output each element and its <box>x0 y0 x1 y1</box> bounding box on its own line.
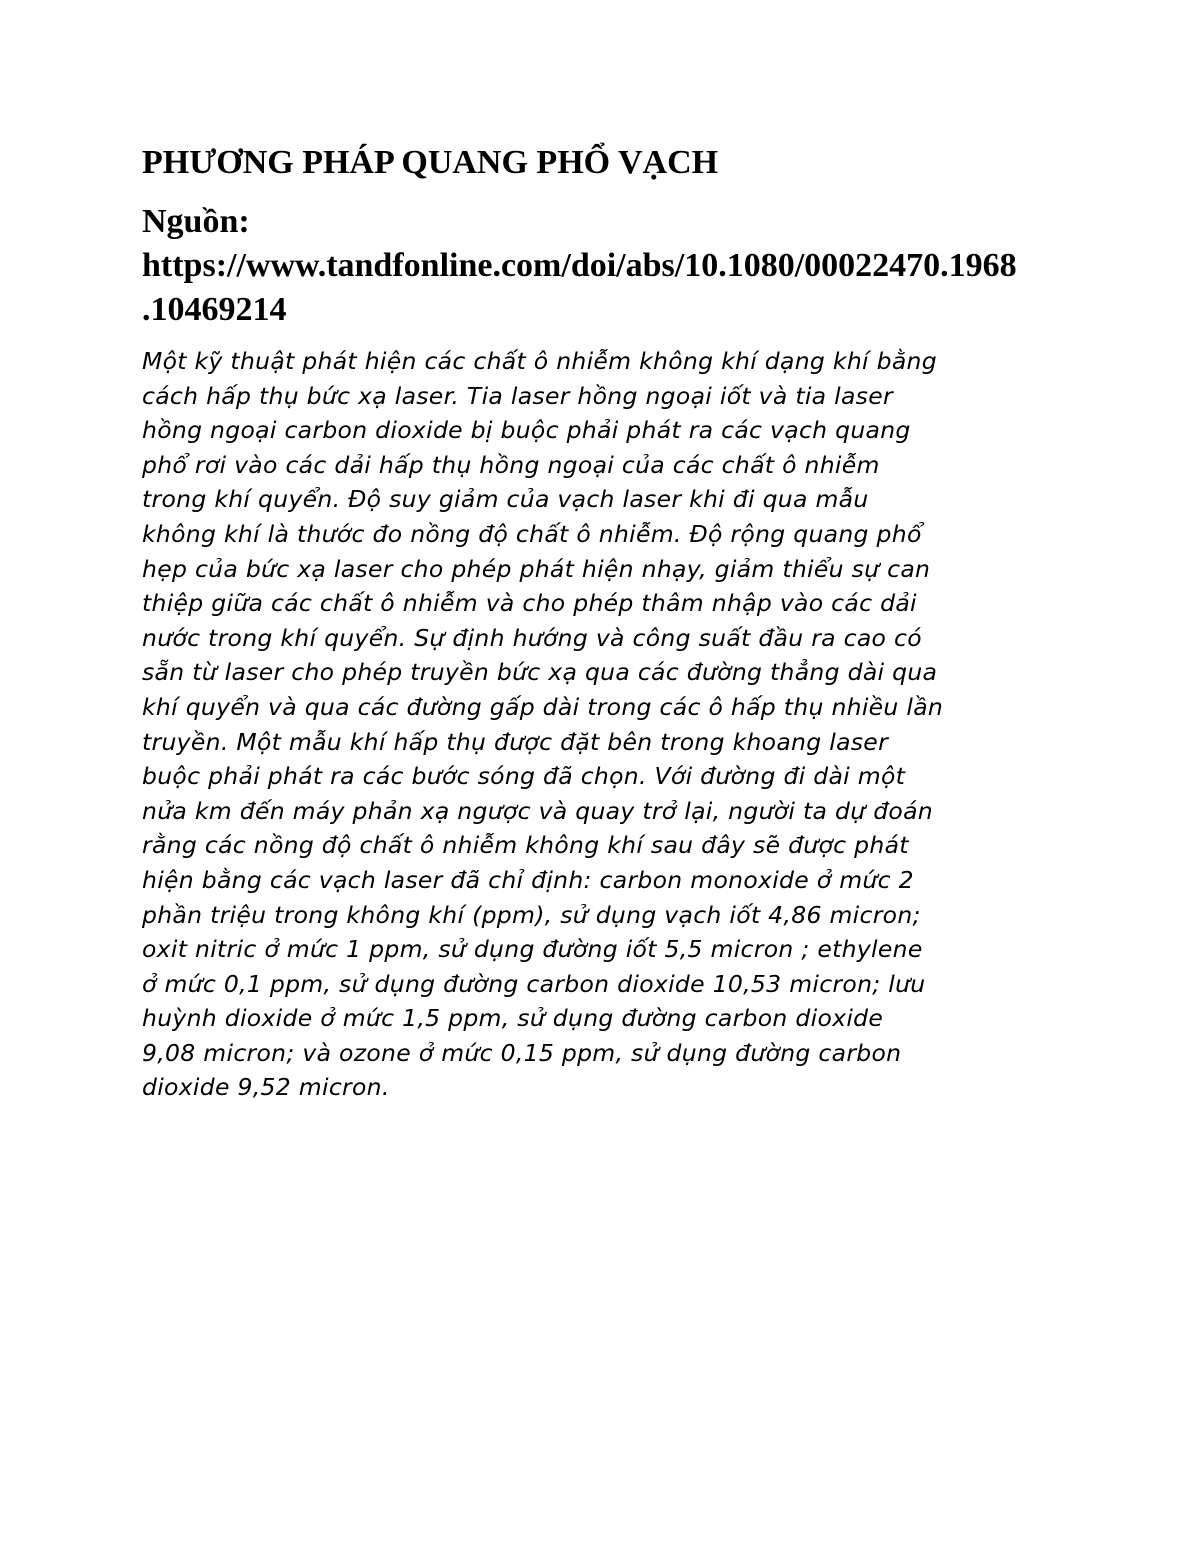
body-line: phần triệu trong không khí (ppm), sử dụng vạch iốt 4,86 micron; <box>142 900 921 929</box>
body-line: sẵn từ laser cho phép truyền bức xạ qua các đường thẳng dài qua <box>142 658 938 687</box>
body-line: khí quyển và qua các đường gấp dài trong các ô hấp thụ nhiều lần <box>142 692 944 721</box>
document-title: PHƯƠNG PHÁP QUANG PHỔ VẠCH <box>142 144 719 181</box>
body-line: cách hấp thụ bức xạ laser. Tia laser hồng ngoại iốt và tia laser <box>142 381 893 410</box>
body-line: dioxide 9,52 micron. <box>142 1073 390 1102</box>
body-line: Một kỹ thuật phát hiện các chất ô nhiễm không khí dạng khí bằng <box>142 347 937 375</box>
body-line: nước trong khí quyển. Sự định hướng và công suất đầu ra cao có <box>142 623 922 652</box>
body-line: hồng ngoại carbon dioxide bị buộc phải phát ra các vạch quang <box>142 416 911 445</box>
body-line: không khí là thước đo nồng độ chất ô nhiễm. Độ rộng quang phổ <box>142 519 922 548</box>
body-line: ở mức 0,1 ppm, sử dụng đường carbon dioxide 10,53 micron; lưu <box>142 969 926 998</box>
body-line: trong khí quyển. Độ suy giảm của vạch laser khi đi qua mẫu <box>142 485 869 514</box>
source-url-line: .10469214 <box>142 291 287 328</box>
body-line: truyền. Một mẫu khí hấp thụ được đặt bên trong khoang laser <box>142 727 889 756</box>
body-line: thiệp giữa các chất ô nhiễm và cho phép thâm nhập vào các dải <box>142 589 917 618</box>
body-line: hẹp của bức xạ laser cho phép phát hiện nhạy, giảm thiểu sự can <box>142 554 931 583</box>
body-line: buộc phải phát ra các bước sóng đã chọn. Với đường đi dài một <box>142 762 906 791</box>
source-block <box>142 200 1062 332</box>
body-line: hiện bằng các vạch laser đã chỉ định: carbon monoxide ở mức 2 <box>142 865 914 894</box>
body-paragraph <box>142 344 1062 1105</box>
body-line: huỳnh dioxide ở mức 1,5 ppm, sử dụng đường carbon dioxide <box>142 1004 884 1033</box>
body-line: nửa km đến máy phản xạ ngược và quay trở lại, người ta dự đoán <box>142 796 933 825</box>
body-line: phổ rơi vào các dải hấp thụ hồng ngoại của các chất ô nhiễm <box>142 450 880 479</box>
body-line: 9,08 micron; và ozone ở mức 0,15 ppm, sử dụng đường carbon <box>142 1038 902 1067</box>
body-line: rằng các nồng độ chất ô nhiễm không khí sau đây sẽ được phát <box>142 831 909 860</box>
source-label: Nguồn: <box>142 203 250 240</box>
source-url-line: https://www.tandfonline.com/doi/abs/10.1080/00022470.1968 <box>142 247 1017 284</box>
body-line: oxit nitric ở mức 1 ppm, sử dụng đường iốt 5,5 micron ; ethylene <box>142 935 923 964</box>
